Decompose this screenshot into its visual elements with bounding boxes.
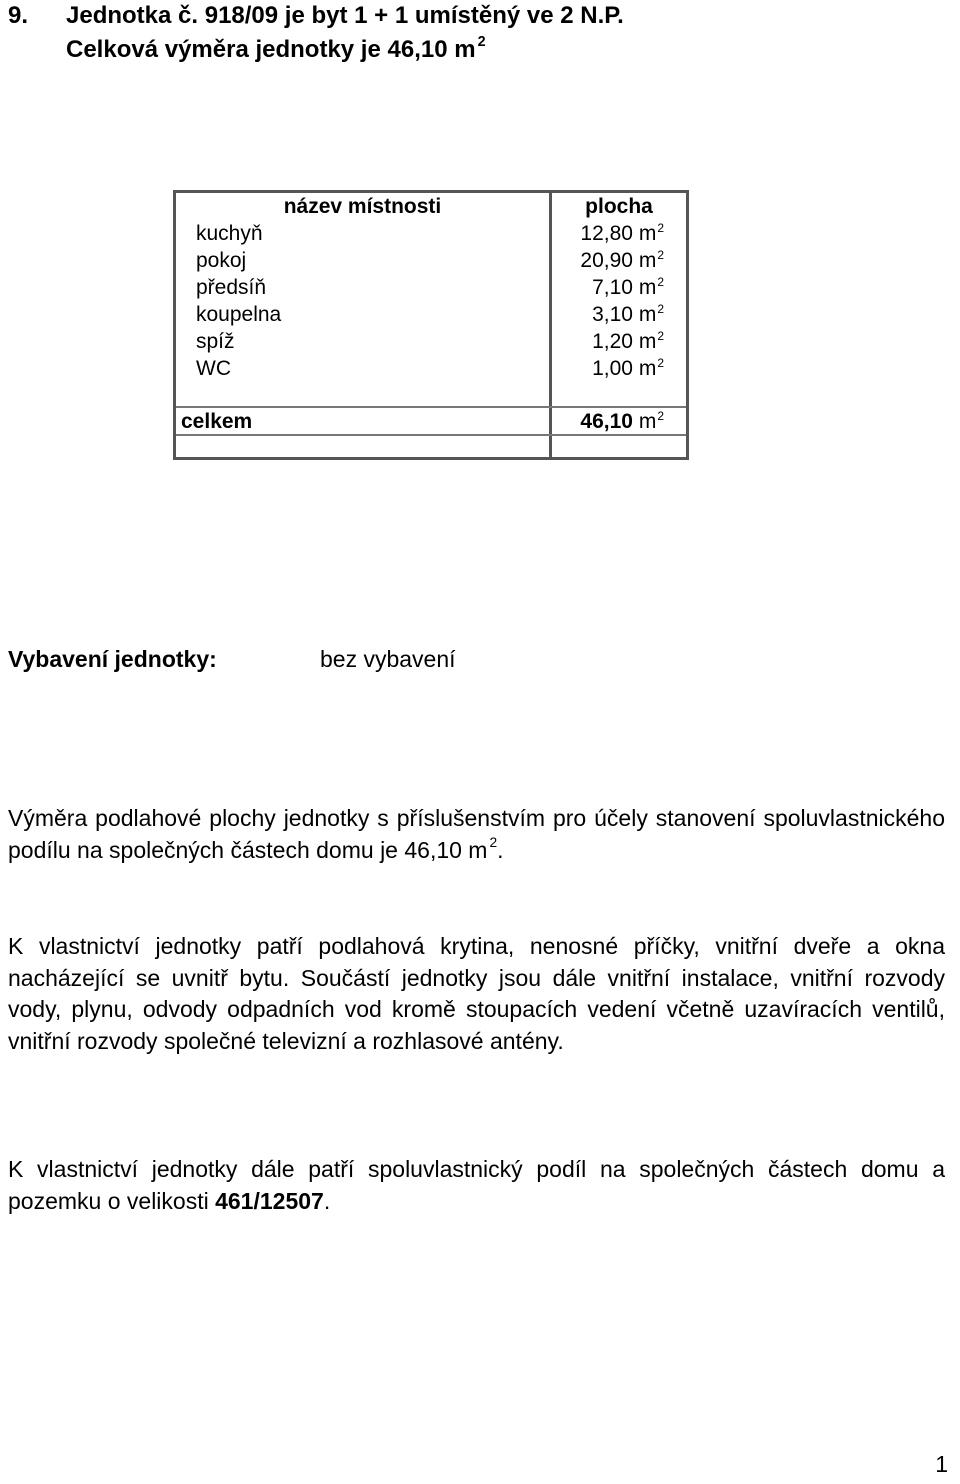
ownership-share: 461/12507 bbox=[215, 1187, 324, 1214]
room-area-table bbox=[173, 190, 689, 460]
table-row-area: 3,10 $m^2$ bbox=[592, 302, 664, 326]
table-row-area: 12,80 $m^2$ bbox=[580, 221, 664, 245]
table-row-name: předsíň bbox=[196, 276, 267, 299]
equipment-value: bez vybavení bbox=[320, 646, 456, 672]
section-number: 9. bbox=[8, 2, 29, 29]
total-area: 46,10 $m^2$ bbox=[580, 409, 664, 433]
total-area-statement: Celková výměra jednotky je 46,10 m bbox=[66, 36, 476, 63]
total-label: celkem bbox=[181, 410, 253, 433]
heading-line-1 bbox=[8, 2, 624, 30]
table-row-name: pokoj bbox=[196, 249, 247, 272]
floor-area-paragraph: Výměra podlahové plochy jednotky s příslušenstvím pro účely stanovení spoluvlastnického podílu na společných částech domu je 46,10 m $^2$. bbox=[8, 805, 945, 863]
table-row-name: koupelna bbox=[196, 303, 282, 326]
page-number: 1 bbox=[935, 1451, 948, 1477]
header-room-name: název místnosti bbox=[283, 195, 442, 218]
unit-title: Jednotka č. 918/09 je byt 1 + 1 umístěný ve 2 N.P. bbox=[66, 2, 624, 29]
header-area: plocha bbox=[585, 195, 653, 218]
table-row-name: spíž bbox=[196, 330, 235, 353]
table-row-area: 20,90 $m^2$ bbox=[580, 248, 664, 272]
total-bottom-line bbox=[176, 434, 686, 436]
superscript: 2 bbox=[477, 34, 486, 51]
co-ownership-paragraph: K vlastnictví jednotky dále patří spoluvlastnický podíl na společných částech domu a pozemku o velikosti 461/12507. bbox=[8, 1156, 945, 1214]
table-row-area: 7,10 $m^2$ bbox=[592, 275, 664, 299]
heading-line-2 bbox=[66, 36, 486, 64]
ownership-paragraph: K vlastnictví jednotky patří podlahová krytina, nenosné příčky, vnitřní dveře a okna nacházející se uvnitř bytu. Součástí jednotky jsou dále vnitřní instalace, vnitřní rozvody vody, plynu, odvody odpadních vod kromě stoupacích vedení včetně uzavíracích ventilů, vnitřní rozvody společné televizní a rozhlasové antény. bbox=[8, 933, 945, 1054]
table-row-area: 1,20 $m^2$ bbox=[592, 329, 664, 353]
equipment-label: Vybavení jednotky: bbox=[8, 646, 217, 672]
table-row-name: WC bbox=[196, 357, 231, 380]
column-divider bbox=[549, 193, 552, 457]
table-row-name: kuchyň bbox=[196, 222, 263, 245]
table-row-area: 1,00 $m^2$ bbox=[592, 356, 664, 380]
